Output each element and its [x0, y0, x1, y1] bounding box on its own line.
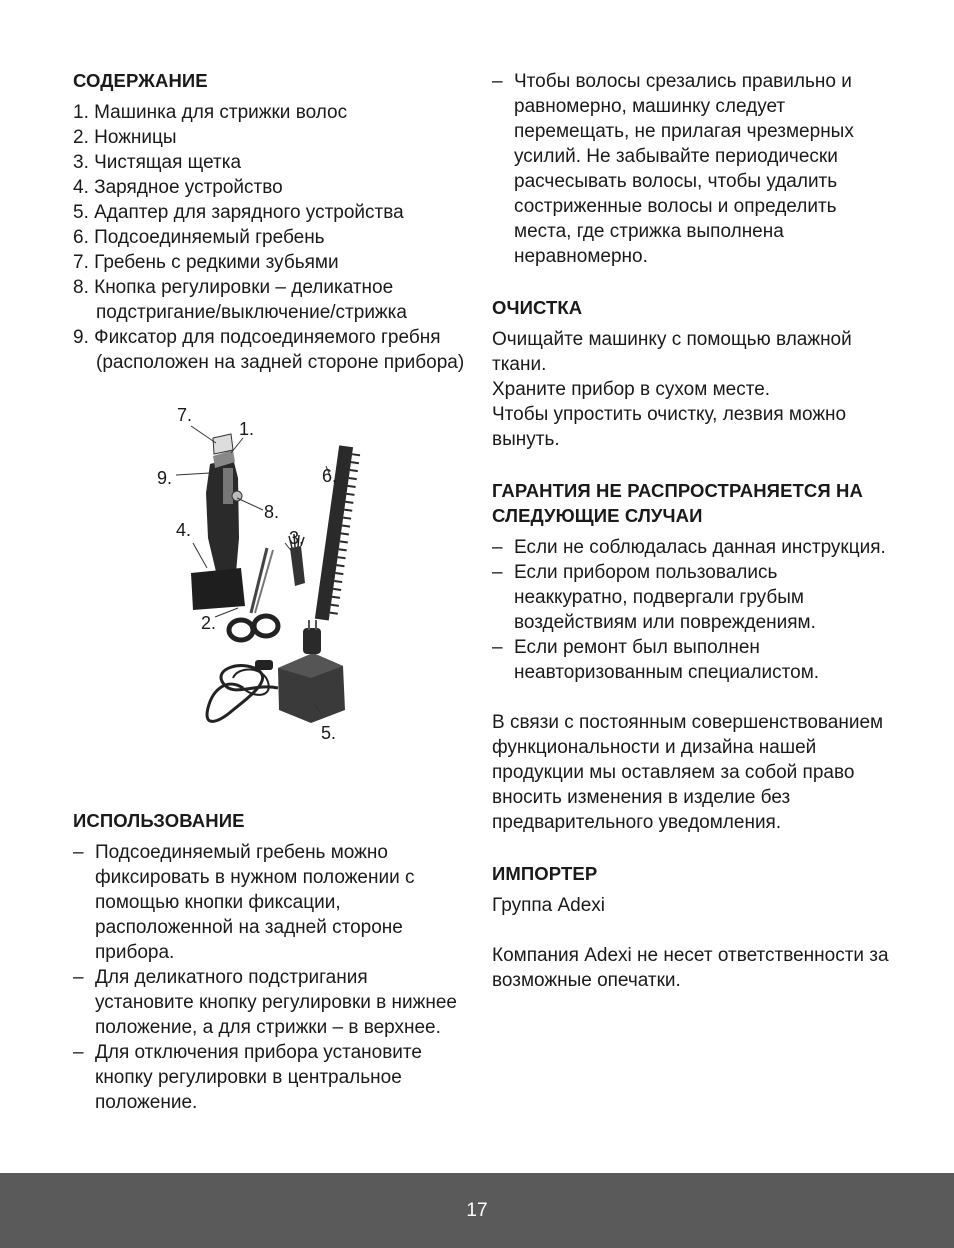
usage-list [73, 840, 468, 1115]
list-item: 4. Зарядное устройство [73, 177, 283, 198]
right-column [492, 69, 892, 993]
list-item: – Если прибором пользовались неаккуратно, подвергали грубым воздействиям или повреждениям. [492, 560, 892, 635]
importer-heading: ИМПОРТЕР [492, 863, 598, 884]
contents-heading: СОДЕРЖАНИЕ [73, 70, 208, 91]
page-footer [0, 1173, 954, 1248]
callout-3: 3. [289, 528, 305, 548]
list-item: 7. Гребень с редкими зубьями [73, 252, 339, 273]
warranty-note: В связи с постоянным совершенствованием функциональности и дизайна нашей продукции мы оставляем за собой право вносить изменения в изделие без предварительного уведомления. [492, 712, 884, 833]
cleaning-text: Очищайте машинку с помощью влажной ткани. [492, 329, 852, 375]
importer-name: Группа Adexi [492, 895, 606, 916]
usage-list-continued [492, 69, 892, 269]
callout-1: 1. [239, 419, 255, 439]
page-number: 17 [466, 1199, 488, 1221]
list-item: – Для отключения прибора установите кнопку регулировки в центральное положение. [73, 1040, 468, 1115]
list-item: 6. Подсоединяемый гребень [73, 227, 325, 248]
callout-4: 4. [176, 520, 192, 540]
list-item: 1. Машинка для стрижки волос [73, 102, 348, 123]
warranty-heading: ГАРАНТИЯ НЕ РАСПРОСТРАНЯЕТСЯ НА СЛЕДУЮЩИЕ СЛУЧАИ [492, 480, 863, 526]
product-illustration [73, 398, 468, 748]
list-item: 9. Фиксатор для подсоединяемого гребня (расположен на задней стороне прибора) [73, 327, 465, 373]
cleaning-text: Чтобы упростить очистку, лезвия можно вынуть. [492, 404, 847, 450]
list-item: – Для деликатного подстригания установите кнопку регулировки в нижнее положение, а для стрижки – в верхнее. [73, 965, 468, 1040]
callout-7: 7. [177, 405, 193, 425]
list-item: 3. Чистящая щетка [73, 152, 242, 173]
importer-disclaimer: Компания Adexi не несет ответственности за возможные опечатки. [492, 945, 889, 991]
left-column [73, 68, 468, 1115]
callout-6: 6. [322, 466, 338, 486]
contents-list [73, 100, 468, 375]
callout-9: 9. [157, 468, 173, 488]
list-item: 8. Кнопка регулировки – деликатное подстригание/выключение/стрижка [73, 277, 407, 323]
list-item: 2. Ножницы [73, 127, 177, 148]
cleaning-heading: ОЧИСТКА [492, 297, 583, 318]
warranty-list [492, 535, 892, 685]
list-item: 5. Адаптер для зарядного устройства [73, 202, 404, 223]
list-item: – Если не соблюдалась данная инструкция. [492, 535, 892, 560]
callout-5: 5. [321, 723, 337, 743]
callout-2: 2. [201, 613, 217, 633]
cleaning-text: Храните прибор в сухом месте. [492, 379, 771, 400]
list-item: – Подсоединяемый гребень можно фиксировать в нужном положении с помощью кнопки фиксации, расположенной на задней стороне прибора. [73, 840, 468, 965]
product-drawing [73, 398, 468, 748]
usage-heading: ИСПОЛЬЗОВАНИЕ [73, 810, 245, 831]
list-item: – Чтобы волосы срезались правильно и равномерно, машинку следует перемещать, не прилагая чрезмерных усилий. Не забывайте периодически расчесывать волосы, чтобы удалить состриженные волосы и определить места, где стрижка выполнена неравномерно. [492, 69, 892, 269]
callout-8: 8. [264, 502, 280, 522]
list-item: – Если ремонт был выполнен неавторизованным специалистом. [492, 635, 892, 685]
